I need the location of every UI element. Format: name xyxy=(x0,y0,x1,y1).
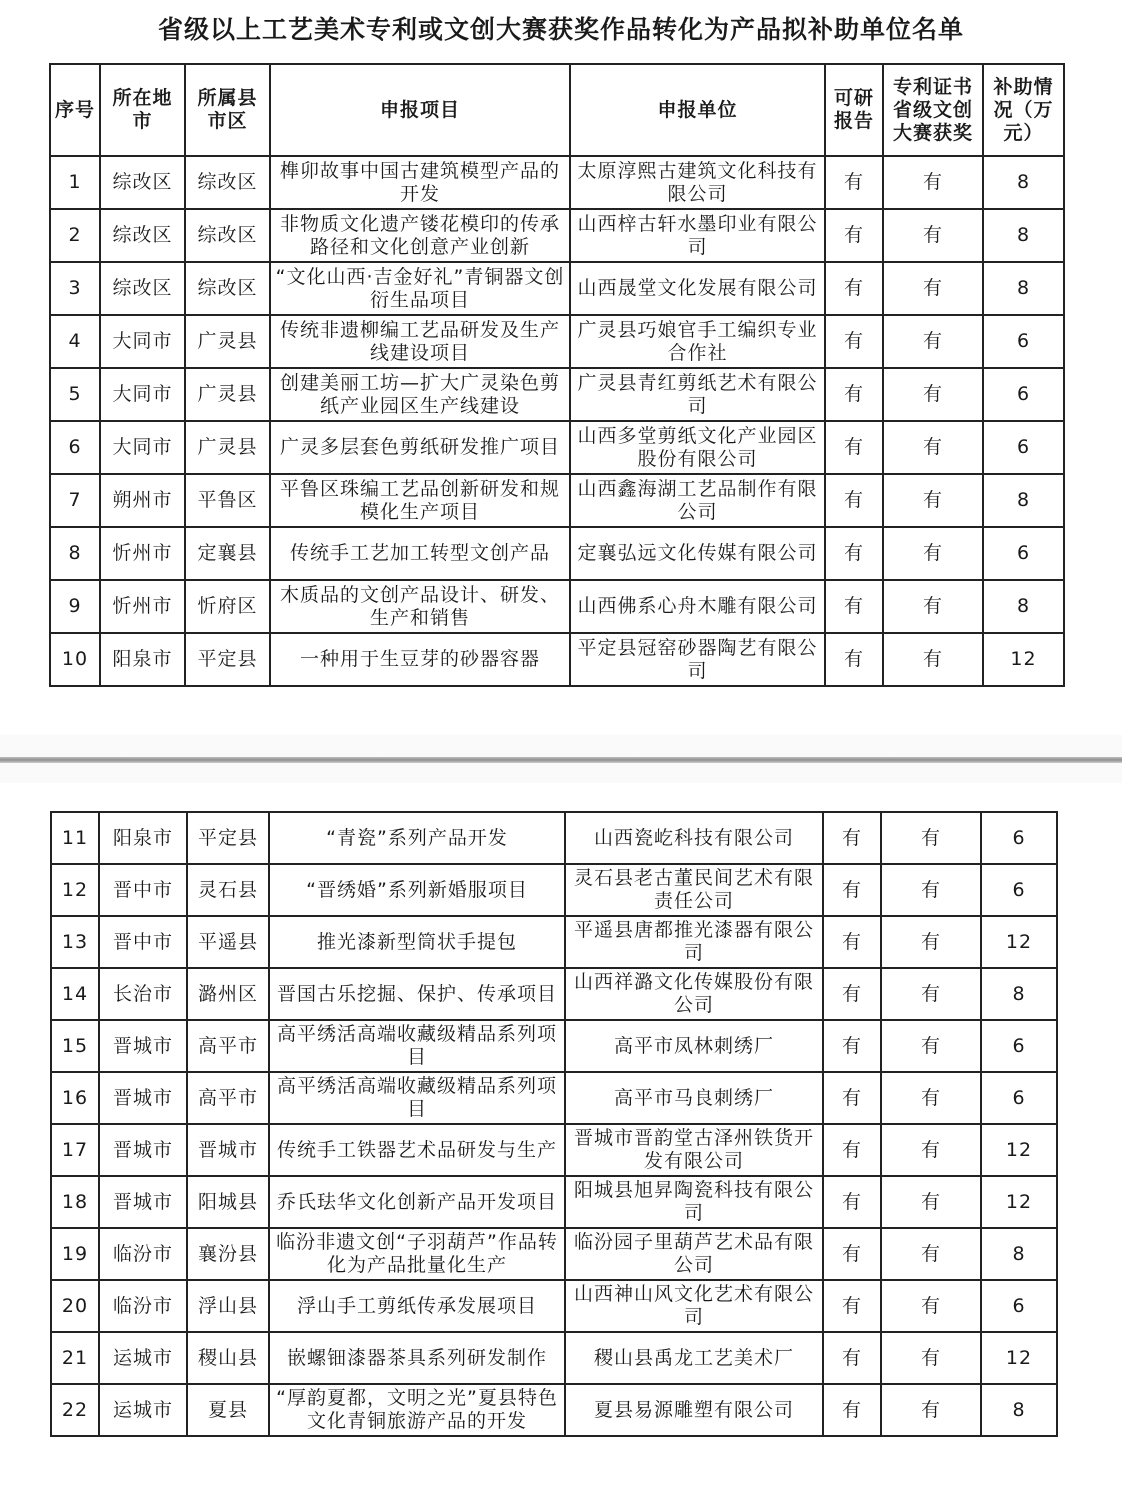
cell-subsidy: 8 xyxy=(983,580,1064,633)
cell-unit: 高平市马良刺绣厂 xyxy=(565,1072,823,1124)
cell-report: 有 xyxy=(825,633,883,686)
subsidy-table-page-1 xyxy=(49,63,1065,687)
cell-city: 朔州市 xyxy=(100,474,185,527)
cell-seq: 15 xyxy=(51,1020,99,1072)
header-seq: 序号 xyxy=(50,64,100,156)
cell-award: 有 xyxy=(883,633,983,686)
table-row xyxy=(51,812,1057,864)
cell-seq: 18 xyxy=(51,1176,99,1228)
page-separator xyxy=(0,757,1122,763)
cell-award: 有 xyxy=(883,315,983,368)
cell-county: 广灵县 xyxy=(185,315,270,368)
table-row xyxy=(50,156,1064,209)
cell-report: 有 xyxy=(823,1124,881,1176)
cell-city: 综改区 xyxy=(100,209,185,262)
cell-county: 阳城县 xyxy=(187,1176,269,1228)
cell-city: 晋城市 xyxy=(99,1124,187,1176)
cell-project: 传统手工艺加工转型文创产品 xyxy=(270,527,570,580)
cell-seq: 13 xyxy=(51,916,99,968)
table-row xyxy=(51,1228,1057,1280)
cell-subsidy: 6 xyxy=(981,1020,1057,1072)
cell-city: 大同市 xyxy=(100,315,185,368)
cell-seq: 21 xyxy=(51,1332,99,1384)
cell-seq: 4 xyxy=(50,315,100,368)
cell-county: 夏县 xyxy=(187,1384,269,1436)
cell-award: 有 xyxy=(881,812,981,864)
cell-seq: 5 xyxy=(50,368,100,421)
cell-project: “文化山西·吉金好礼”青铜器文创衍生品项目 xyxy=(270,262,570,315)
table-row xyxy=(50,368,1064,421)
cell-award: 有 xyxy=(883,156,983,209)
cell-seq: 10 xyxy=(50,633,100,686)
cell-report: 有 xyxy=(825,474,883,527)
cell-project: 平鲁区珠编工艺品创新研发和规模化生产项目 xyxy=(270,474,570,527)
table-row xyxy=(51,1020,1057,1072)
cell-seq: 20 xyxy=(51,1280,99,1332)
cell-subsidy: 12 xyxy=(981,1332,1057,1384)
cell-unit: 稷山县禹龙工艺美术厂 xyxy=(565,1332,823,1384)
cell-award: 有 xyxy=(881,864,981,916)
cell-project: 传统手工铁器艺术品研发与生产 xyxy=(269,1124,565,1176)
cell-city: 晋城市 xyxy=(99,1072,187,1124)
cell-unit: 山西梓古轩水墨印业有限公司 xyxy=(570,209,825,262)
cell-city: 晋城市 xyxy=(99,1020,187,1072)
cell-seq: 14 xyxy=(51,968,99,1020)
cell-project: 临汾非遗文创“子羽葫芦”作品转化为产品批量化生产 xyxy=(269,1228,565,1280)
table-row xyxy=(50,421,1064,474)
cell-report: 有 xyxy=(823,968,881,1020)
cell-report: 有 xyxy=(825,527,883,580)
cell-unit: 太原淳熙古建筑文化科技有限公司 xyxy=(570,156,825,209)
cell-county: 忻府区 xyxy=(185,580,270,633)
cell-award: 有 xyxy=(881,1124,981,1176)
page-title: 省级以上工艺美术专利或文创大赛获奖作品转化为产品拟补助单位名单 xyxy=(157,15,964,44)
cell-subsidy: 8 xyxy=(983,474,1064,527)
cell-county: 平遥县 xyxy=(187,916,269,968)
table-row xyxy=(50,474,1064,527)
cell-city: 大同市 xyxy=(100,421,185,474)
cell-subsidy: 6 xyxy=(983,527,1064,580)
cell-county: 综改区 xyxy=(185,262,270,315)
cell-city: 临汾市 xyxy=(99,1228,187,1280)
cell-project: 乔氏珐华文化创新产品开发项目 xyxy=(269,1176,565,1228)
table-row xyxy=(51,1332,1057,1384)
cell-subsidy: 12 xyxy=(981,1176,1057,1228)
cell-project: “青瓷”系列产品开发 xyxy=(269,812,565,864)
cell-seq: 7 xyxy=(50,474,100,527)
header-project: 申报项目 xyxy=(270,64,570,156)
cell-project: 嵌螺钿漆器茶具系列研发制作 xyxy=(269,1332,565,1384)
cell-report: 有 xyxy=(823,1384,881,1436)
cell-unit: 山西祥潞文化传媒股份有限公司 xyxy=(565,968,823,1020)
cell-award: 有 xyxy=(881,1176,981,1228)
cell-award: 有 xyxy=(881,1072,981,1124)
subsidy-table-page-2 xyxy=(50,811,1058,1437)
cell-report: 有 xyxy=(823,864,881,916)
cell-subsidy: 8 xyxy=(983,262,1064,315)
cell-county: 灵石县 xyxy=(187,864,269,916)
cell-award: 有 xyxy=(883,527,983,580)
cell-report: 有 xyxy=(823,1176,881,1228)
cell-report: 有 xyxy=(823,1072,881,1124)
cell-unit: 高平市凤林刺绣厂 xyxy=(565,1020,823,1072)
cell-unit: 平定县冠窑砂器陶艺有限公司 xyxy=(570,633,825,686)
cell-subsidy: 6 xyxy=(983,368,1064,421)
cell-unit: 平遥县唐都推光漆器有限公司 xyxy=(565,916,823,968)
cell-seq: 9 xyxy=(50,580,100,633)
cell-award: 有 xyxy=(881,1332,981,1384)
table-row xyxy=(50,633,1064,686)
cell-seq: 6 xyxy=(50,421,100,474)
cell-county: 晋城市 xyxy=(187,1124,269,1176)
cell-award: 有 xyxy=(883,474,983,527)
cell-subsidy: 8 xyxy=(981,1384,1057,1436)
cell-city: 大同市 xyxy=(100,368,185,421)
header-unit: 申报单位 xyxy=(570,64,825,156)
cell-project: 晋国古乐挖掘、保护、传承项目 xyxy=(269,968,565,1020)
header-subsidy: 补助情况（万元） xyxy=(983,64,1064,156)
cell-county: 稷山县 xyxy=(187,1332,269,1384)
cell-report: 有 xyxy=(823,1020,881,1072)
cell-city: 运城市 xyxy=(99,1384,187,1436)
table-row xyxy=(50,262,1064,315)
cell-report: 有 xyxy=(823,1332,881,1384)
cell-seq: 3 xyxy=(50,262,100,315)
cell-project: 浮山手工剪纸传承发展项目 xyxy=(269,1280,565,1332)
cell-unit: 山西鑫海湖工艺品制作有限公司 xyxy=(570,474,825,527)
cell-project: “晋绣婚”系列新婚服项目 xyxy=(269,864,565,916)
cell-unit: 晋城市晋韵堂古泽州铁货开发有限公司 xyxy=(565,1124,823,1176)
cell-city: 晋中市 xyxy=(99,864,187,916)
cell-seq: 11 xyxy=(51,812,99,864)
table-header-row xyxy=(50,64,1064,156)
cell-city: 长治市 xyxy=(99,968,187,1020)
cell-seq: 8 xyxy=(50,527,100,580)
cell-award: 有 xyxy=(883,421,983,474)
cell-project: 高平绣活高端收藏级精品系列项目 xyxy=(269,1072,565,1124)
table-row xyxy=(50,315,1064,368)
cell-county: 广灵县 xyxy=(185,368,270,421)
cell-report: 有 xyxy=(823,916,881,968)
cell-subsidy: 8 xyxy=(981,1228,1057,1280)
header-city: 所在地市 xyxy=(100,64,185,156)
cell-subsidy: 12 xyxy=(981,1124,1057,1176)
cell-award: 有 xyxy=(881,1228,981,1280)
cell-project: 一种用于生豆芽的砂器容器 xyxy=(270,633,570,686)
cell-report: 有 xyxy=(825,368,883,421)
cell-unit: 广灵县青红剪纸艺术有限公司 xyxy=(570,368,825,421)
cell-county: 综改区 xyxy=(185,156,270,209)
cell-county: 广灵县 xyxy=(185,421,270,474)
cell-county: 高平市 xyxy=(187,1072,269,1124)
cell-city: 综改区 xyxy=(100,156,185,209)
cell-seq: 16 xyxy=(51,1072,99,1124)
cell-project: 木质品的文创产品设计、研发、生产和销售 xyxy=(270,580,570,633)
cell-unit: 山西神山风文化艺术有限公司 xyxy=(565,1280,823,1332)
cell-report: 有 xyxy=(825,209,883,262)
cell-award: 有 xyxy=(881,968,981,1020)
cell-county: 高平市 xyxy=(187,1020,269,1072)
cell-report: 有 xyxy=(825,156,883,209)
cell-award: 有 xyxy=(883,209,983,262)
table-row xyxy=(50,527,1064,580)
cell-seq: 12 xyxy=(51,864,99,916)
cell-seq: 1 xyxy=(50,156,100,209)
cell-county: 综改区 xyxy=(185,209,270,262)
cell-subsidy: 8 xyxy=(981,968,1057,1020)
cell-project: 推光漆新型筒状手提包 xyxy=(269,916,565,968)
cell-project: 广灵多层套色剪纸研发推广项目 xyxy=(270,421,570,474)
cell-city: 晋中市 xyxy=(99,916,187,968)
cell-county: 襄汾县 xyxy=(187,1228,269,1280)
cell-report: 有 xyxy=(825,421,883,474)
cell-award: 有 xyxy=(883,262,983,315)
header-award: 专利证书省级文创大赛获奖 xyxy=(883,64,983,156)
cell-report: 有 xyxy=(823,1280,881,1332)
cell-award: 有 xyxy=(881,1020,981,1072)
cell-county: 定襄县 xyxy=(185,527,270,580)
cell-report: 有 xyxy=(825,580,883,633)
cell-subsidy: 6 xyxy=(983,421,1064,474)
table-row xyxy=(51,968,1057,1020)
cell-subsidy: 6 xyxy=(981,1280,1057,1332)
cell-report: 有 xyxy=(823,1228,881,1280)
cell-project: 传统非遗柳编工艺品研发及生产线建设项目 xyxy=(270,315,570,368)
cell-project: 非物质文化遗产镂花模印的传承路径和文化创意产业创新 xyxy=(270,209,570,262)
cell-unit: 广灵县巧娘官手工编织专业合作社 xyxy=(570,315,825,368)
cell-unit: 山西瓷屹科技有限公司 xyxy=(565,812,823,864)
table-row xyxy=(50,580,1064,633)
cell-subsidy: 8 xyxy=(983,156,1064,209)
cell-unit: 定襄弘远文化传媒有限公司 xyxy=(570,527,825,580)
cell-award: 有 xyxy=(883,580,983,633)
cell-subsidy: 12 xyxy=(981,916,1057,968)
cell-seq: 2 xyxy=(50,209,100,262)
cell-report: 有 xyxy=(825,262,883,315)
cell-unit: 阳城县旭昇陶瓷科技有限公司 xyxy=(565,1176,823,1228)
cell-unit: 灵石县老古董民间艺术有限责任公司 xyxy=(565,864,823,916)
table-row xyxy=(50,209,1064,262)
cell-county: 潞州区 xyxy=(187,968,269,1020)
cell-unit: 山西佛系心舟木雕有限公司 xyxy=(570,580,825,633)
cell-subsidy: 6 xyxy=(981,812,1057,864)
cell-award: 有 xyxy=(881,1384,981,1436)
cell-unit: 山西多堂剪纸文化产业园区股份有限公司 xyxy=(570,421,825,474)
table-row xyxy=(51,1384,1057,1436)
cell-subsidy: 6 xyxy=(981,1072,1057,1124)
cell-award: 有 xyxy=(881,916,981,968)
cell-county: 平鲁区 xyxy=(185,474,270,527)
cell-subsidy: 12 xyxy=(983,633,1064,686)
cell-city: 运城市 xyxy=(99,1332,187,1384)
table-row xyxy=(51,864,1057,916)
cell-seq: 19 xyxy=(51,1228,99,1280)
cell-project: 榫卯故事中国古建筑模型产品的开发 xyxy=(270,156,570,209)
cell-subsidy: 6 xyxy=(981,864,1057,916)
cell-unit: 山西晟堂文化发展有限公司 xyxy=(570,262,825,315)
cell-city: 忻州市 xyxy=(100,580,185,633)
cell-unit: 夏县易源雕塑有限公司 xyxy=(565,1384,823,1436)
table-row xyxy=(51,1124,1057,1176)
cell-city: 综改区 xyxy=(100,262,185,315)
cell-report: 有 xyxy=(823,812,881,864)
cell-county: 平定县 xyxy=(185,633,270,686)
cell-county: 浮山县 xyxy=(187,1280,269,1332)
cell-report: 有 xyxy=(825,315,883,368)
cell-project: 创建美丽工坊—扩大广灵染色剪纸产业园区生产线建设 xyxy=(270,368,570,421)
table-row xyxy=(51,1072,1057,1124)
table-row xyxy=(51,1280,1057,1332)
cell-subsidy: 8 xyxy=(983,209,1064,262)
header-county: 所属县市区 xyxy=(185,64,270,156)
cell-unit: 临汾园子里葫芦艺术品有限公司 xyxy=(565,1228,823,1280)
table-row xyxy=(51,1176,1057,1228)
cell-subsidy: 6 xyxy=(983,315,1064,368)
cell-seq: 17 xyxy=(51,1124,99,1176)
cell-seq: 22 xyxy=(51,1384,99,1436)
cell-project: 高平绣活高端收藏级精品系列项目 xyxy=(269,1020,565,1072)
cell-county: 平定县 xyxy=(187,812,269,864)
cell-award: 有 xyxy=(883,368,983,421)
cell-city: 临汾市 xyxy=(99,1280,187,1332)
cell-city: 阳泉市 xyxy=(100,633,185,686)
cell-city: 阳泉市 xyxy=(99,812,187,864)
cell-project: “厚韵夏都，文明之光”夏县特色文化青铜旅游产品的开发 xyxy=(269,1384,565,1436)
header-report: 可研报告 xyxy=(825,64,883,156)
cell-city: 晋城市 xyxy=(99,1176,187,1228)
cell-city: 忻州市 xyxy=(100,527,185,580)
table-row xyxy=(51,916,1057,968)
cell-award: 有 xyxy=(881,1280,981,1332)
